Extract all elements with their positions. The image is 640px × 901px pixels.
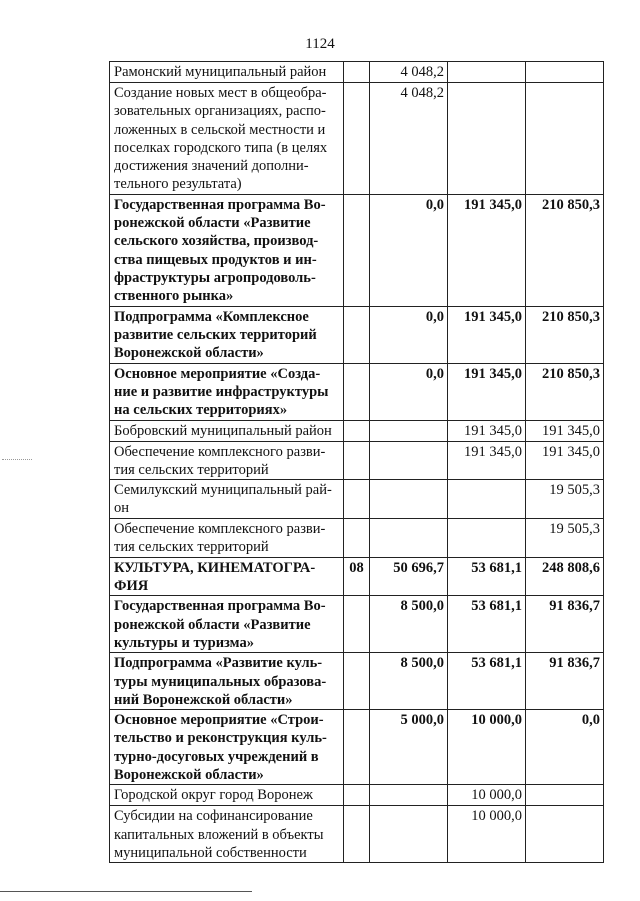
row-code-cell (344, 596, 370, 653)
row-value-2021-cell: 50 696,7 (370, 557, 448, 596)
table-row (110, 363, 604, 420)
row-value-2023-cell (526, 806, 604, 863)
row-code-cell (344, 806, 370, 863)
row-code-cell (344, 83, 370, 195)
row-value-2021-cell: 4 048,2 (370, 62, 448, 83)
row-code-cell (344, 194, 370, 306)
row-value-2022-cell: 191 345,0 (448, 420, 526, 441)
table-row (110, 653, 604, 710)
row-code-cell (344, 306, 370, 363)
row-name-cell: Обеспечение комплексного разви-тия сельских территорий (110, 441, 344, 480)
row-code-cell (344, 785, 370, 806)
row-value-2021-cell: 0,0 (370, 194, 448, 306)
row-value-2022-cell (448, 518, 526, 557)
row-name-cell: Городской округ город Воронеж (110, 785, 344, 806)
table-row (110, 785, 604, 806)
row-value-2022-cell: 53 681,1 (448, 557, 526, 596)
row-value-2021-cell (370, 480, 448, 519)
row-name-cell: Основное мероприятие «Созда-ние и развитие инфраструктуры на сельских территориях» (110, 363, 344, 420)
row-value-2022-cell: 191 345,0 (448, 441, 526, 480)
row-name-cell: Семилукский муниципальный рай-он (110, 480, 344, 519)
row-name-cell: Обеспечение комплексного разви-тия сельских территорий (110, 518, 344, 557)
row-code-cell: 08 (344, 557, 370, 596)
table-row (110, 420, 604, 441)
table-row (110, 710, 604, 785)
row-code-cell (344, 62, 370, 83)
table-row (110, 306, 604, 363)
margin-mark (2, 459, 32, 460)
row-value-2022-cell: 10 000,0 (448, 710, 526, 785)
row-code-cell (344, 518, 370, 557)
row-value-2021-cell: 8 500,0 (370, 653, 448, 710)
row-value-2022-cell: 191 345,0 (448, 306, 526, 363)
row-code-cell (344, 363, 370, 420)
row-value-2021-cell: 0,0 (370, 363, 448, 420)
budget-table-body (110, 62, 604, 863)
row-name-cell: Государственная программа Во-ронежской области «Развитие сельского хозяйства, производ-ства пищевых продуктов и ин-фраструктуры агропродоволь-ственного рынка» (110, 194, 344, 306)
row-value-2023-cell: 0,0 (526, 710, 604, 785)
row-value-2022-cell: 191 345,0 (448, 363, 526, 420)
row-value-2023-cell: 248 808,6 (526, 557, 604, 596)
page-number: 1124 (305, 36, 335, 52)
table-row (110, 441, 604, 480)
row-value-2023-cell: 210 850,3 (526, 194, 604, 306)
row-value-2022-cell: 53 681,1 (448, 653, 526, 710)
row-value-2023-cell: 19 505,3 (526, 518, 604, 557)
row-value-2021-cell: 0,0 (370, 306, 448, 363)
row-value-2022-cell (448, 480, 526, 519)
row-name-cell: Подпрограмма «Комплексное развитие сельских территорий Воронежской области» (110, 306, 344, 363)
row-value-2021-cell: 8 500,0 (370, 596, 448, 653)
table-row (110, 557, 604, 596)
row-value-2022-cell: 10 000,0 (448, 785, 526, 806)
row-value-2021-cell: 5 000,0 (370, 710, 448, 785)
budget-table (109, 61, 604, 863)
table-row (110, 83, 604, 195)
row-value-2023-cell: 19 505,3 (526, 480, 604, 519)
row-code-cell (344, 710, 370, 785)
row-name-cell: Создание новых мест в общеобра-зовательных организациях, распо-ложенных в сельской местности и поселках городского типа (в целях достижения значений дополни-тельного результата) (110, 83, 344, 195)
row-value-2023-cell (526, 62, 604, 83)
table-row (110, 194, 604, 306)
row-value-2021-cell (370, 806, 448, 863)
table-row (110, 518, 604, 557)
row-value-2021-cell (370, 441, 448, 480)
row-value-2022-cell (448, 83, 526, 195)
row-value-2023-cell: 210 850,3 (526, 306, 604, 363)
table-row (110, 480, 604, 519)
row-code-cell (344, 653, 370, 710)
row-value-2023-cell (526, 785, 604, 806)
row-value-2023-cell: 91 836,7 (526, 653, 604, 710)
row-name-cell: Подпрограмма «Развитие куль-туры муниципальных образова-ний Воронежской области» (110, 653, 344, 710)
row-name-cell: Рамонский муниципальный район (110, 62, 344, 83)
table-row (110, 806, 604, 863)
row-name-cell: Субсидии на софинансирование капитальных вложений в объекты муниципальной собственности (110, 806, 344, 863)
row-value-2023-cell: 91 836,7 (526, 596, 604, 653)
row-value-2023-cell: 191 345,0 (526, 420, 604, 441)
row-code-cell (344, 480, 370, 519)
row-code-cell (344, 420, 370, 441)
row-value-2023-cell (526, 83, 604, 195)
row-name-cell: Государственная программа Во-ронежской области «Развитие культуры и туризма» (110, 596, 344, 653)
row-name-cell: Основное мероприятие «Строи-тельство и реконструкция куль-турно-досуговых учреждений в Воронежской области» (110, 710, 344, 785)
row-value-2021-cell (370, 420, 448, 441)
row-value-2021-cell (370, 785, 448, 806)
row-code-cell (344, 441, 370, 480)
row-value-2022-cell: 53 681,1 (448, 596, 526, 653)
footer-rule (0, 891, 252, 892)
row-name-cell: КУЛЬТУРА, КИНЕМАТОГРА-ФИЯ (110, 557, 344, 596)
row-value-2022-cell: 191 345,0 (448, 194, 526, 306)
row-value-2023-cell: 210 850,3 (526, 363, 604, 420)
row-value-2022-cell (448, 62, 526, 83)
row-value-2021-cell: 4 048,2 (370, 83, 448, 195)
table-row (110, 62, 604, 83)
row-value-2023-cell: 191 345,0 (526, 441, 604, 480)
row-name-cell: Бобровский муниципальный район (110, 420, 344, 441)
row-value-2021-cell (370, 518, 448, 557)
row-value-2022-cell: 10 000,0 (448, 806, 526, 863)
table-row (110, 596, 604, 653)
